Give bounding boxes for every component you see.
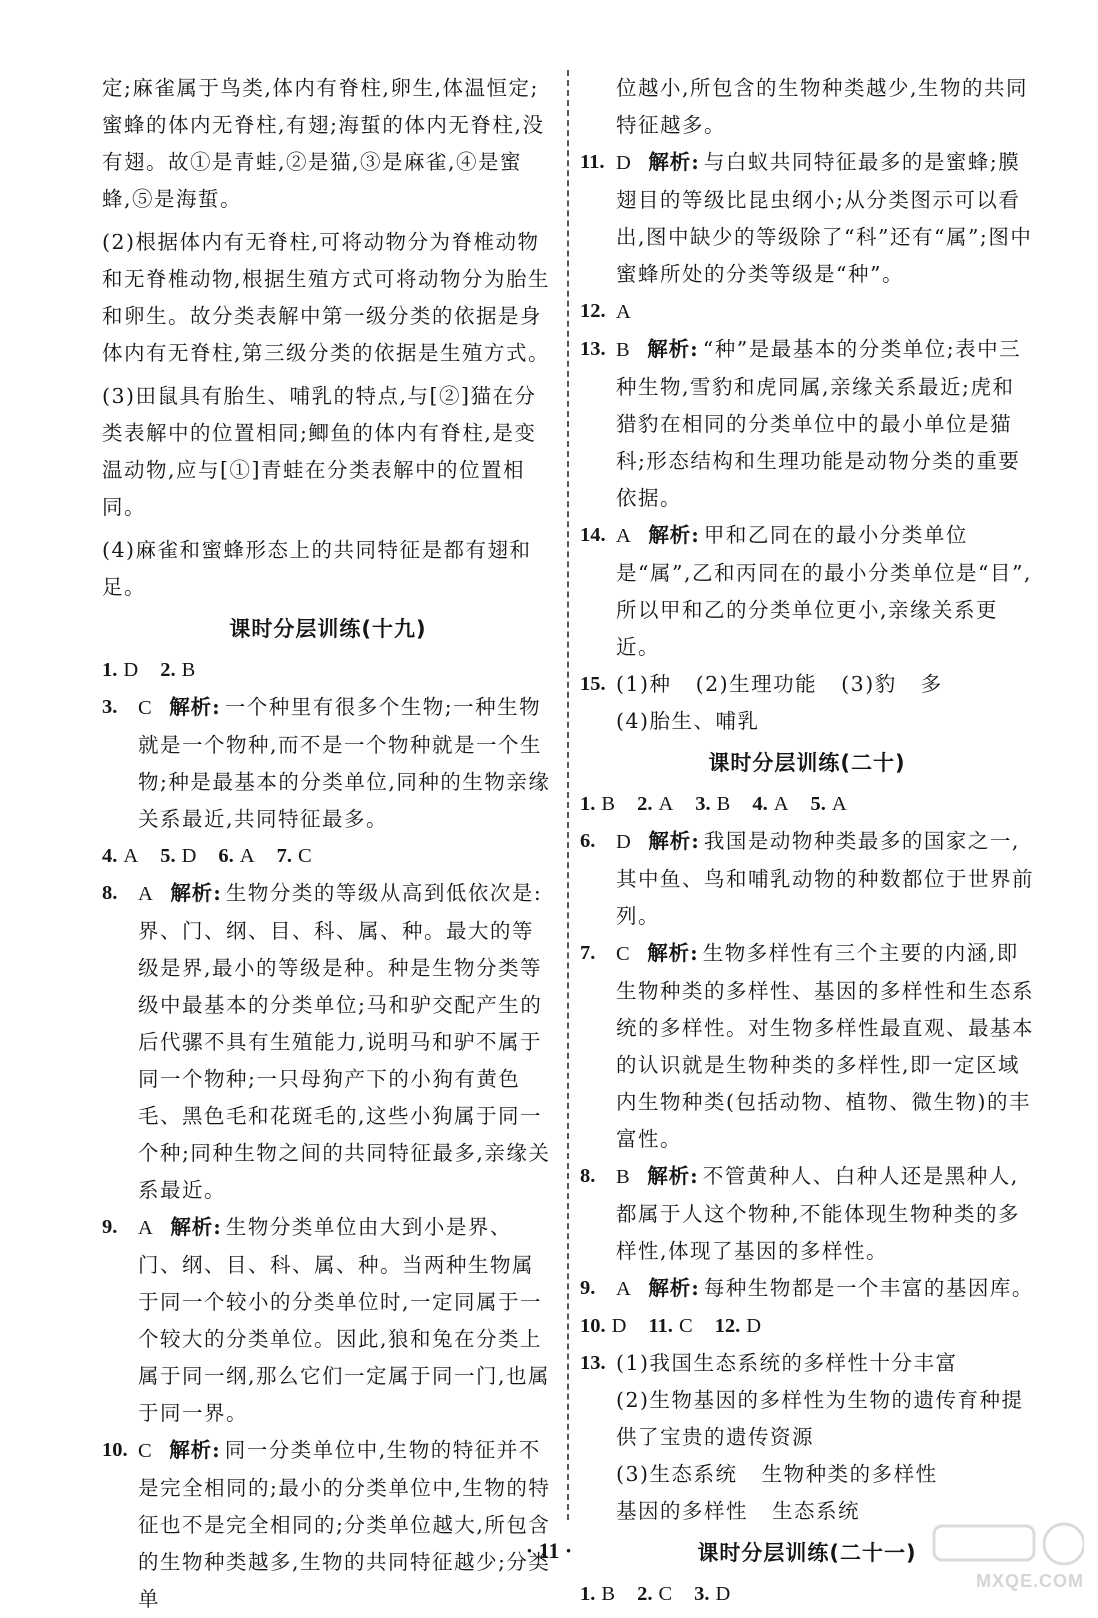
question-13-s20: 13. (1)我国生态系统的多样性十分丰富 [580,1351,958,1375]
intro-paragraph-3: (3)田鼠具有胎生、哺乳的特点,与[②]猫在分类表解中的位置相同;鲫鱼的体内有脊柱,是变温动物,应与[①]青蛙在分类表解中的位置相同。 [102,384,537,519]
question-13-part-4: 基因的多样性 生态系统 [616,1499,861,1523]
question-14: 14. A 解析: 甲和乙同在的最小分类单位是“属”,乙和丙同在的最小分类单位是“目”,所以甲和乙的分类单位更小,亲缘关系更近。 [580,523,1032,659]
answers-10-12: 10. D 11. C 12. D [580,1315,762,1337]
answers-1-2: 1. D 2. B [102,659,196,681]
question-7: 7. C 解析: 生物多样性有三个主要的内涵,即生物种类的多样性、基因的多样性和生态系统的多样性。对生物多样性最直观、最基本的认识就是生物种类的多样性,即一定区域内生物种类(包括动物、植物、微生物)的丰富性。 [580,941,1034,1151]
section-title-21: 课时分层训练(二十一) [697,1541,917,1565]
section-title-19: 课时分层训练(十九) [229,617,427,641]
question-11: 11. D 解析: 与白蚁共同特征最多的是蜜蜂;膜翅目的等级比昆虫纲小;从分类图示可以看出,图中缺少的等级除了“科”还有“属”;图中蜜蜂所处的分类等级是“种”。 [580,150,1033,286]
right-column [580,70,1034,1613]
intro-paragraph-1: 定;麻雀属于鸟类,体内有脊柱,卵生,体温恒定;蜜蜂的体内无脊柱,有翅;海蜇的体内无脊柱,没有翅。故①是青蛙,②是猫,③是麻雀,④是蜜蜂,⑤是海蜇。 [102,76,545,211]
answers-4-7: 4. A 5. D 6. A 7. C [102,845,312,867]
question-10-continued: 位越小,所包含的生物种类越少,生物的共同特征越多。 [616,76,1029,137]
question-9: 9. A 解析: 生物分类单位由大到小是界、门、纲、目、科、属、种。当两种生物属于同一个较小的分类单位时,一定同属于一个较大的分类单位。因此,狼和兔在分类上属于同一纲,那么它们一定属于同一门,也属于同一界。 [102,1215,551,1425]
question-3: 3. C 解析: 一个种里有很多个生物;一种生物就是一个物种,而不是一个物种就是一个生物;种是最基本的分类单位,同种的生物亲缘关系最近,共同特征最多。 [102,695,551,831]
question-12: 12. A [580,300,633,323]
left-column [102,70,554,1618]
watermark-logo [924,1520,1084,1592]
intro-paragraph-4: (4)麻雀和蜜蜂形态上的共同特征是都有翅和足。 [102,538,532,599]
question-8: 8. A 解析: 生物分类的等级从高到低依次是:界、门、纲、目、科、属、种。最大的等级是界,最小的等级是种。种是生物分类等级中最基本的分类单位;马和驴交配产生的后代骡不具有生殖能力,说明马和驴不属于同一个物种;一只母狗产下的小狗有黄色毛、黑色毛和花斑毛的,这些小狗属于同一个种;同种生物之间的共同特征最多,亲缘关系最近。 [102,881,551,1202]
question-13-part-3: (3)生态系统 生物种类的多样性 [616,1462,938,1486]
watermark-text: MXQE.COM [975,1571,1084,1591]
question-13-part-2: (2)生物基因的多样性为生物的遗传育种提供了宝贵的遗传资源 [616,1388,1024,1449]
answers-1-3-s21: 1. B 2. C 3. D [580,1583,731,1605]
question-9-s20: 9. A 解析: 每种生物都是一个丰富的基因库。 [580,1276,1034,1300]
column-divider [567,70,569,1520]
question-15-line-2: (4)胎生、哺乳 [616,709,760,733]
intro-paragraph-2: (2)根据体内有无脊柱,可将动物分为脊椎动物和无脊椎动物,根据生殖方式可将动物分为胎生和卵生。故分类表解中第一级分类的依据是身体内有无脊柱,第三级分类的依据是生殖方式。 [102,230,551,365]
question-15: 15. (1)种 (2)生理功能 (3)豹 多 [580,672,943,696]
question-6: 6. D 解析: 我国是动物种类最多的国家之一,其中鱼、鸟和哺乳动物的种数都位于世界前列。 [580,829,1034,928]
question-10: 10. C 解析: 同一分类单位中,生物的特征并不是完全相同的;最小的分类单位中,生物的特征也不是完全相同的;分类单位越大,所包含的生物种类越多,生物的共同特征越少;分类单 [102,1438,551,1611]
section-title-20: 课时分层训练(二十) [708,751,906,775]
question-8-s20: 8. B 解析: 不管黄种人、白种人还是黑种人,都属于人这个物种,不能体现生物种类的多样性,体现了基因的多样性。 [580,1164,1021,1263]
answers-1-5: 1. B 2. A 3. B 4. A 5. A [580,793,847,815]
question-13: 13. B 解析: “种”是最基本的分类单位;表中三种生物,雪豹和虎同属,亲缘关系最近;虎和猎豹在相同的分类单位中的最小单位是猫科;形态结构和生理功能是动物分类的重要依据。 [580,337,1022,510]
page-number: · 11 · [525,1538,573,1563]
watermark-icon [924,1520,1084,1570]
